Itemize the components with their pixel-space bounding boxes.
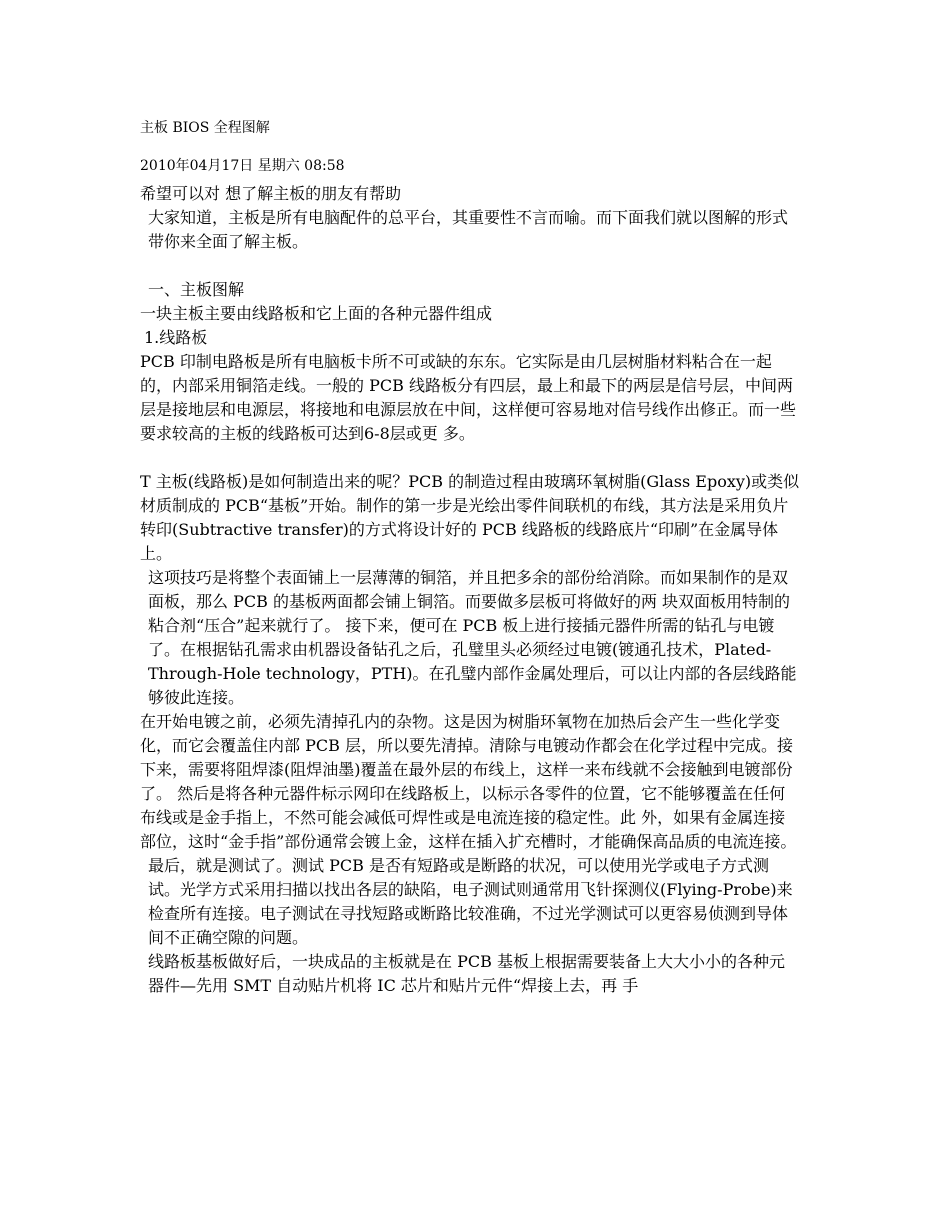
section-heading: 一、主板图解 bbox=[148, 280, 245, 299]
body-paragraph: T 主板(线路板)是如何制造出来的呢？PCB 的制造过程由玻璃环氧树脂(Glass Epoxy)或类似材质制成的 PCB“基板”开始。制作的第一步是光绘出零件间联机的布线，其方法是采用负片转印(Subtractive transfer)的方式将设计好的 PCB 线路板的线路底片“印刷”在金属导体上。 bbox=[140, 472, 800, 563]
document-title: 主板 BIOS 全程图解 bbox=[140, 120, 270, 136]
intro-line: 希望可以对 想了解主板的朋友有帮助 bbox=[140, 184, 402, 203]
document-date: 2010年04月17日 星期六 08:58 bbox=[140, 158, 345, 174]
body-paragraph: 最后，就是测试了。测试 PCB 是否有短路或是断路的状况，可以使用光学或电子方式测试。光学方式采用扫描以找出各层的缺陷，电子测试则通常用飞针探测仪(Flying-Probe)来检查所有连接。电子测试在寻找短路或断路比较准确，不过光学测试可以更容易侦测到导体间不正确空隙的问题。 bbox=[148, 856, 793, 947]
body-paragraph: PCB 印制电路板是所有电脑板卡所不可或缺的东东。它实际是由几层树脂材料粘合在一起的，内部采用铜箔走线。一般的 PCB 线路板分有四层，最上和最下的两层是信号层，中间两层是接地层和电源层，将接地和电源层放在中间，这样便可容易地对信号线作出修正。而一些要求较高的主板的线路板可达到6-8层或更 多。 bbox=[140, 352, 797, 443]
body-paragraph: 在开始电镀之前，必须先清掉孔内的杂物。这是因为树脂环氧物在加热后会产生一些化学变化，而它会覆盖住内部 PCB 层，所以要先清掉。清除与电镀动作都会在化学过程中完成。接下来，需要将阻焊漆(阻焊油墨)覆盖在最外层的布线上，这样一来布线就不会接触到电镀部份了。 然后是将各种元器件标示网印在线路板上，以标示各零件的位置，它不能够覆盖在任何布线或是金手指上，不然可能会减低可焊性或是电流连接的稳定性。此 外，如果有金属连接部位，这时“金手指”部份通常会镀上金，这样在插入扩充槽时，才能确保高品质的电流连接。 bbox=[140, 712, 797, 851]
document-page bbox=[140, 118, 800, 998]
blank-line bbox=[140, 254, 800, 278]
body-paragraph: 线路板基板做好后，一块成品的主板就是在 PCB 基板上根据需要装备上大大小小的各种元器件—先用 SMT 自动贴片机将 IC 芯片和贴片元件“焊接上去，再 手 bbox=[148, 952, 785, 995]
blank-line bbox=[140, 446, 800, 470]
body-paragraph: 这项技巧是将整个表面铺上一层薄薄的铜箔，并且把多余的部份给消除。而如果制作的是双面板，那么 PCB 的基板两面都会铺上铜箔。而要做多层板可将做好的两 块双面板用特制的粘合剂“压合”起来就行了。 接下来，便可在 PCB 板上进行接插元器件所需的钻孔与电镀了。在根据钻孔需求由机器设备钻孔之后，孔璧里头必须经过电镀(镀通孔技术，Plated- Through-Hole technology，PTH)。在孔璧内部作金属处理后，可以让内部的各层线路能够彼此连接。 bbox=[148, 568, 797, 707]
section-lead: 一块主板主要由线路板和它上面的各种元器件组成 bbox=[140, 304, 493, 323]
subsection-heading: 1.线路板 bbox=[144, 328, 208, 347]
intro-paragraph: 大家知道，主板是所有电脑配件的总平台，其重要性不言而喻。而下面我们就以图解的形式带你来全面了解主板。 bbox=[148, 208, 789, 251]
